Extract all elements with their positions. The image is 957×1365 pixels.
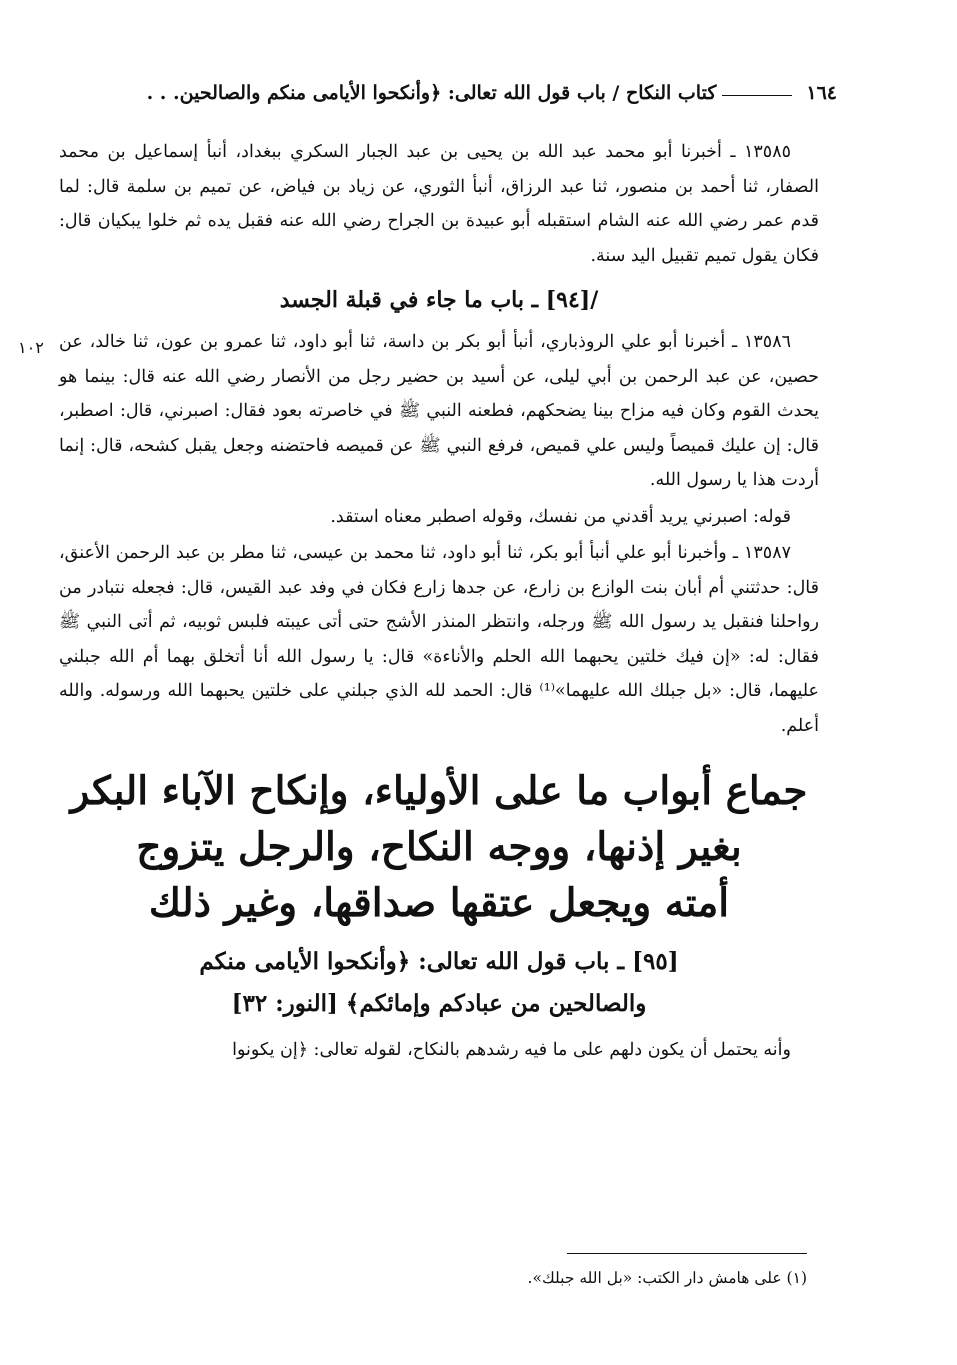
section-heading-line: جماع أبواب ما على الأولياء، وإنكاح الآباء البكر bbox=[70, 768, 808, 814]
header-rule bbox=[722, 95, 792, 96]
footnote-rule bbox=[567, 1253, 807, 1254]
header-title: كتاب النكاح / باب قول الله تعالى: ﴿وأنكحوا الأيامى منكم والصالحين. . . bbox=[146, 82, 717, 104]
section-heading bbox=[59, 763, 819, 931]
chapter-95-heading bbox=[59, 941, 819, 1025]
running-header bbox=[60, 78, 837, 108]
chapter-94-heading: /[٩٤] ـ باب ما جاء في قبلة الجسد bbox=[279, 287, 599, 313]
section-heading-line: بغير إذنها، ووجه النكاح، والرجل يتزوج bbox=[136, 824, 742, 870]
chapter-95-line: والصالحين من عبادكم وإمائكم﴾ [النور: ٣٢] bbox=[231, 990, 647, 1017]
footnote: (١) على هامش دار الكتب: «بل الله جبلك». bbox=[527, 1269, 807, 1287]
hadith-13585: ١٣٥٨٥ ـ أخبرنا أبو محمد عبد الله بن يحيى بن عبد الجبار السكري ببغداد، أنبأ إسماعيل بن محمد الصفار، ثنا أحمد بن منصور، ثنا عبد الرزاق، أنبأ الثوري، عن زياد بن فياض، عن تميم بن سلمة قال: لما قدم عمر رضي الله عنه الشام استقبله أبو عبيدة بن الجراح رضي الله عنه فقبل يده ثم خلوا يبكيان قال: فكان يقول تميم تقبيل اليد سنة. bbox=[59, 142, 819, 266]
section-heading-line: أمته ويجعل عتقها صداقها، وغير ذلك bbox=[148, 880, 730, 926]
hadith-13586: ١٣٥٨٦ ـ أخبرنا أبو علي الروذباري، أنبأ أبو بكر بن داسة، ثنا أبو داود، ثنا عمرو بن عون، ثنا خالد، عن حصين، عن عبد الرحمن بن أبي ليلى، عن أسيد بن حضير رجل من الأنصار رضي الله عنه قال: بينما هو يحدث القوم وكان فيه مزاح بينا يضحكهم، فطعنه النبي ﷺ في خاصرته بعود فقال: اصبرني، قال: اصطبر، قال: إن عليك قميصاً وليس علي قميص، فرفع النبي ﷺ عن قميصه فاحتضنه وجعل يقبل كشحه، قال: إنما أردت هذا يا رسول الله. bbox=[59, 332, 819, 490]
page-body bbox=[59, 135, 819, 1068]
margin-page-number: ١٠٢ bbox=[18, 338, 44, 357]
chapter-95-line: [٩٥] ـ باب قول الله تعالى: ﴿وأنكحوا الأيامى منكم bbox=[199, 948, 679, 975]
gloss-text: قوله: اصبرني يريد أقدني من نفسك، وقوله اصطبر معناه استقد. bbox=[330, 506, 791, 527]
page-number: ١٦٤ bbox=[806, 82, 837, 104]
hadith-13587: ١٣٥٨٧ ـ وأخبرنا أبو علي أنبأ أبو بكر، ثنا أبو داود، ثنا محمد بن عيسى، ثنا مطر بن عبد الرحمن الأعنق، قال: حدثتني أم أبان بنت الوازع بن زارع، عن جدها زارع فكان في وفد عبد القيس، قال: فجعله نتبادر من رواحلنا فنقبل يد رسول الله ﷺ ورجله، وانتظر المنذر الأشج حتى أتى عيبته فلبس ثوبيه، ثم أتى النبي ﷺ فقال: له: «إن فيك خلتين يحبهما الله الحلم والأناءة» قال: يا رسول الله أنا أتخلق بهما أم الله جبلني عليهما، قال: «بل جبلك الله عليهما»⁽¹⁾ قال: الحمد لله الذي جبلني على خلتين يحبهما الله ورسوله. والله أعلم. bbox=[59, 543, 819, 736]
continuation-line: وأنه يحتمل أن يكون دلهم على ما فيه رشدهم بالنكاح، لقوله تعالى: ﴿إن يكونوا bbox=[232, 1040, 791, 1060]
